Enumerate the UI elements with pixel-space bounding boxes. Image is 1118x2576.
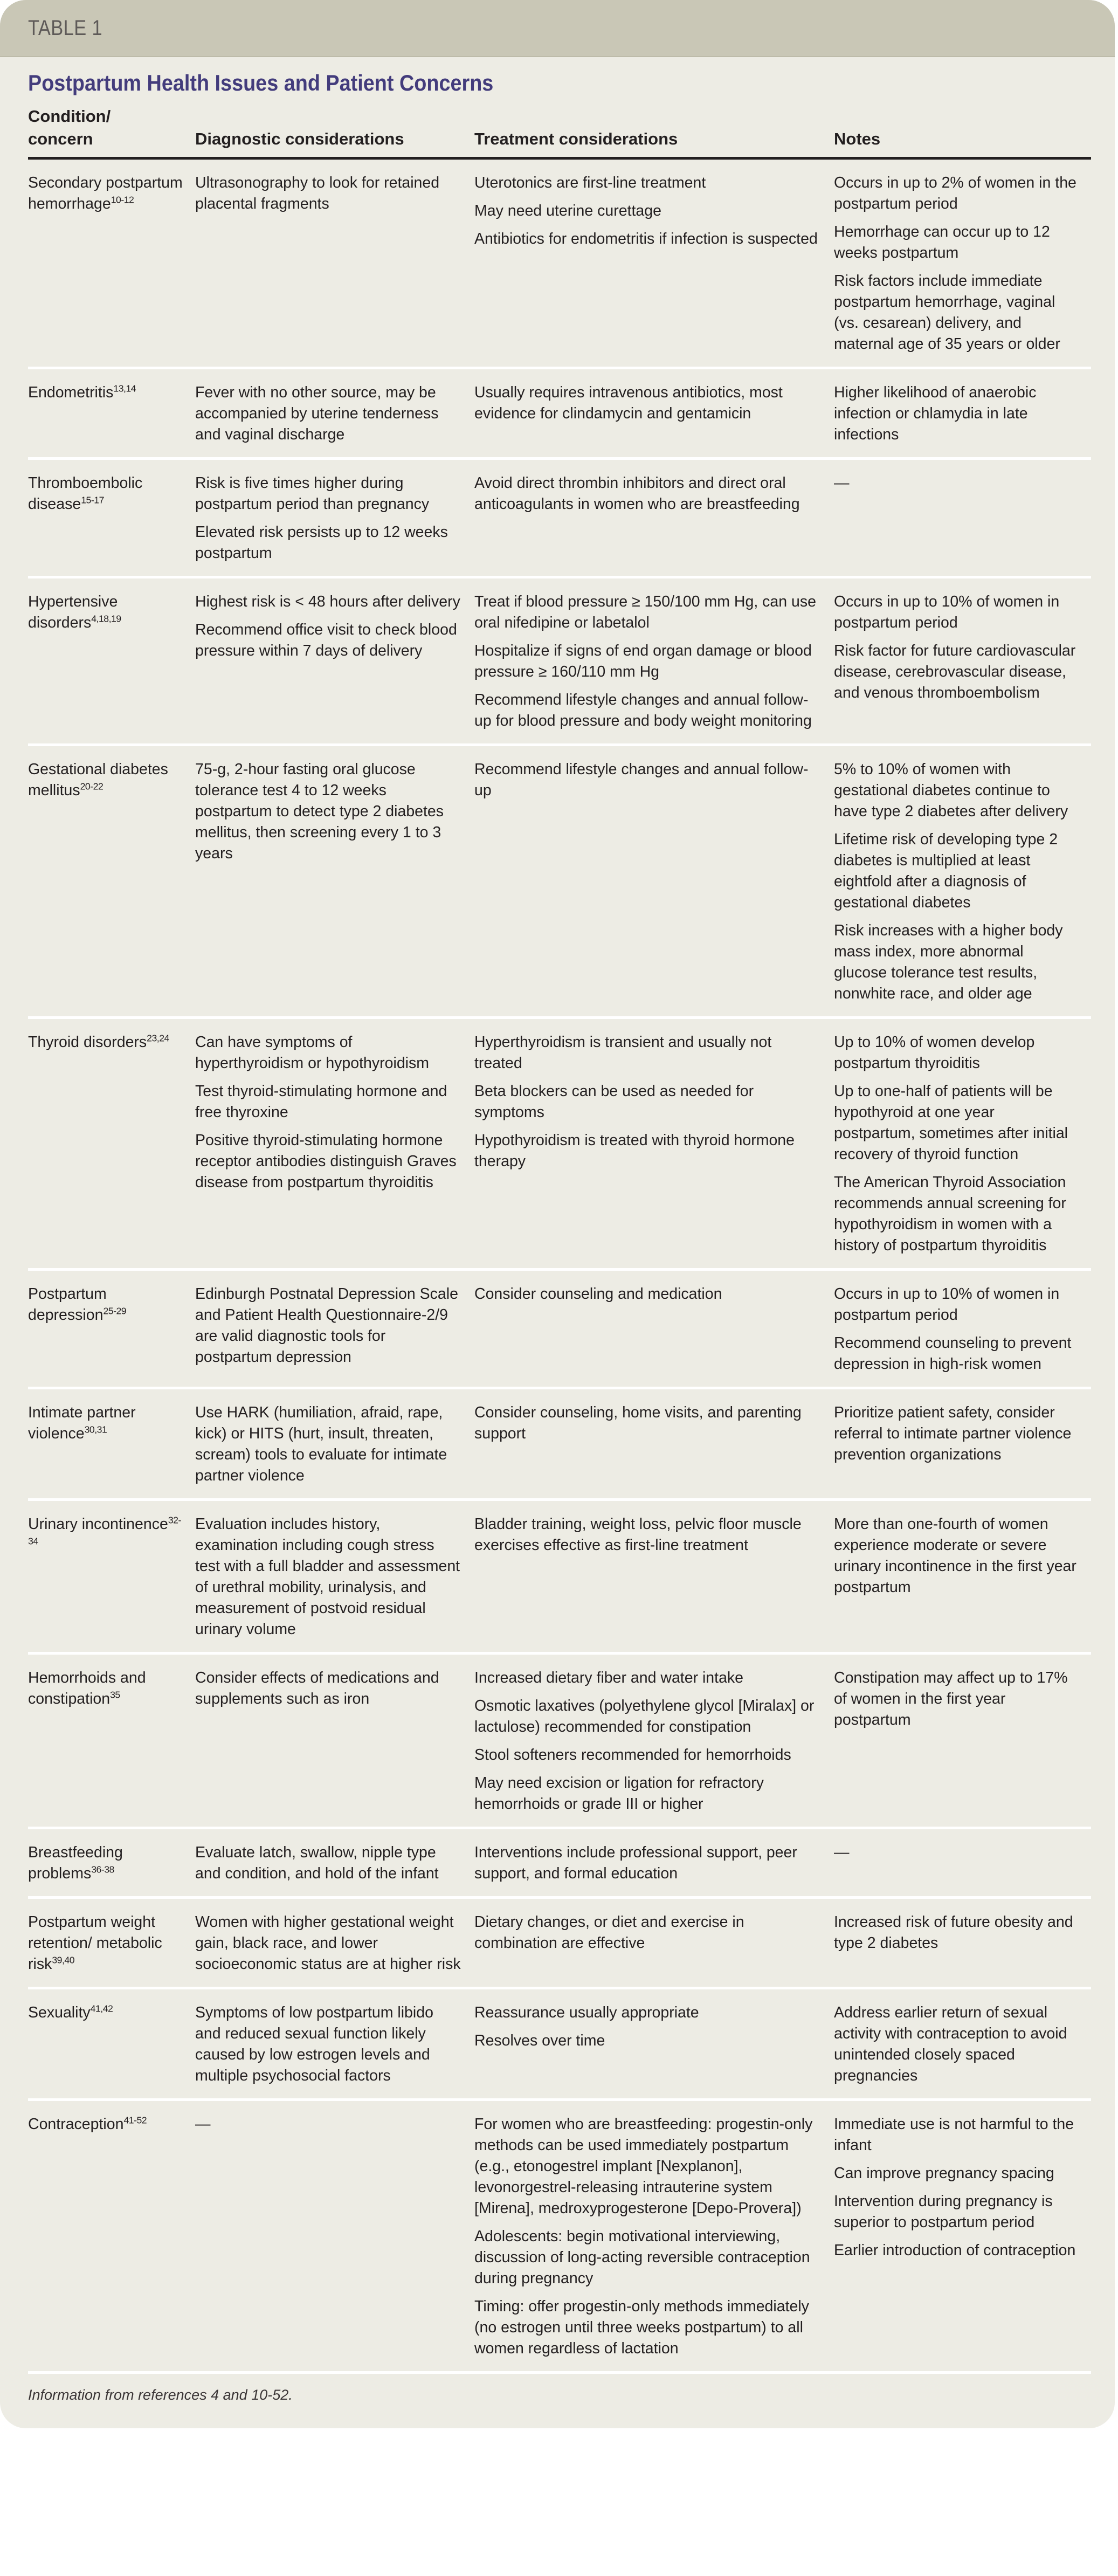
column-header-treatment: Treatment considerations bbox=[474, 105, 834, 159]
cell-diagnostic bbox=[195, 158, 474, 368]
cell-diagnostic bbox=[195, 1499, 474, 1653]
treatment-item: May need excision or ligation for refractory hemorrhoids or grade III or higher bbox=[474, 1774, 764, 1813]
table-row bbox=[28, 1017, 1091, 1269]
column-header-condition-text: Condition/ concern bbox=[28, 106, 111, 148]
notes-item: — bbox=[834, 1843, 850, 1861]
treatment-item: Hyperthyroidism is transient and usually not treated bbox=[474, 1033, 772, 1072]
diagnostic-item: — bbox=[195, 2115, 211, 2133]
cell-condition bbox=[28, 1388, 195, 1499]
notes-item: The American Thyroid Association recommends annual screening for hypothyroidism in women with a history of postpartum thyroiditis bbox=[834, 1173, 1066, 1254]
reference-superscript: 10-12 bbox=[111, 194, 134, 205]
condition-name: Postpartum weight retention/ metabolic risk bbox=[28, 1913, 162, 1973]
diagnostic-item: Women with higher gestational weight gain, black race, and lower socioeconomic status are at higher risk bbox=[195, 1913, 461, 1973]
cell-notes bbox=[834, 745, 1091, 1017]
reference-superscript: 25-29 bbox=[103, 1305, 127, 1316]
cell-notes bbox=[834, 1269, 1091, 1388]
cell-diagnostic bbox=[195, 1653, 474, 1828]
cell-treatment bbox=[474, 1828, 834, 1897]
table-body bbox=[28, 158, 1091, 2372]
reference-superscript: 23,24 bbox=[147, 1032, 169, 1043]
diagnostic-item: Can have symptoms of hyperthyroidism or hypothyroidism bbox=[195, 1033, 429, 1072]
column-header-notes: Notes bbox=[834, 105, 1091, 159]
treatment-item: Usually requires intravenous antibiotics, most evidence for clindamycin and gentamicin bbox=[474, 383, 783, 422]
table-row bbox=[28, 1828, 1091, 1897]
notes-item: Lifetime risk of developing type 2 diabetes is multiplied at least eightfold after a diagnosis of gestational diabetes bbox=[834, 830, 1058, 911]
cell-treatment bbox=[474, 577, 834, 745]
postpartum-table bbox=[28, 105, 1091, 2374]
cell-diagnostic bbox=[195, 1388, 474, 1499]
treatment-item: Antibiotics for endometritis if infection is suspected bbox=[474, 230, 818, 247]
diagnostic-item: Consider effects of medications and supplements such as iron bbox=[195, 1669, 439, 1707]
condition-name: Sexuality bbox=[28, 2003, 91, 2021]
cell-diagnostic bbox=[195, 1897, 474, 1988]
cell-treatment bbox=[474, 158, 834, 368]
reference-superscript: 4,18,19 bbox=[91, 613, 121, 624]
table-header-band bbox=[0, 0, 1115, 57]
treatment-item: Stool softeners recommended for hemorrhoids bbox=[474, 1746, 791, 1764]
treatment-item: May need uterine curettage bbox=[474, 202, 661, 219]
cell-condition bbox=[28, 368, 195, 458]
cell-diagnostic bbox=[195, 368, 474, 458]
table-row bbox=[28, 458, 1091, 577]
table-row bbox=[28, 158, 1091, 368]
treatment-item: Consider counseling and medication bbox=[474, 1285, 722, 1303]
header-row bbox=[28, 105, 1091, 159]
table-row bbox=[28, 1653, 1091, 1828]
diagnostic-item: 75-g, 2-hour fasting oral glucose tolerance test 4 to 12 weeks postpartum to detect type 2 diabetes mellitus, then screening every 1 to 3 years bbox=[195, 760, 444, 862]
condition-name: Intimate partner violence bbox=[28, 1403, 136, 1442]
cell-notes bbox=[834, 1828, 1091, 1897]
reference-superscript: 32-34 bbox=[28, 1514, 181, 1546]
cell-notes bbox=[834, 158, 1091, 368]
notes-item: Occurs in up to 2% of women in the postpartum period bbox=[834, 174, 1076, 212]
diagnostic-item: Fever with no other source, may be accompanied by uterine tenderness and vaginal discharge bbox=[195, 383, 439, 443]
cell-condition bbox=[28, 1653, 195, 1828]
cell-diagnostic bbox=[195, 458, 474, 577]
cell-condition bbox=[28, 1828, 195, 1897]
reference-superscript: 41-52 bbox=[123, 2114, 147, 2125]
notes-item: Prioritize patient safety, consider referral to intimate partner violence prevention organizations bbox=[834, 1403, 1072, 1463]
notes-item: Address earlier return of sexual activity with contraception to avoid unintended closely spaced pregnancies bbox=[834, 2003, 1067, 2084]
cell-diagnostic bbox=[195, 1828, 474, 1897]
notes-item: Occurs in up to 10% of women in postpartum period bbox=[834, 593, 1060, 631]
treatment-item: Interventions include professional support, peer support, and formal education bbox=[474, 1843, 797, 1882]
notes-item: Constipation may affect up to 17% of women in the first year postpartum bbox=[834, 1669, 1068, 1728]
table-row bbox=[28, 368, 1091, 458]
notes-item: Occurs in up to 10% of women in postpartum period bbox=[834, 1285, 1060, 1324]
treatment-item: Osmotic laxatives (polyethylene glycol [Miralax] or lactulose) recommended for constipation bbox=[474, 1697, 815, 1735]
diagnostic-item: Edinburgh Postnatal Depression Scale and Patient Health Questionnaire-2/9 are valid diagnostic tools for postpartum depression bbox=[195, 1285, 458, 1366]
cell-condition bbox=[28, 577, 195, 745]
reference-superscript: 36-38 bbox=[91, 1864, 114, 1875]
diagnostic-item: Evaluation includes history, examination including cough stress test with a full bladder and assessment of urethral mobility, urinalysis, and measurement of postvoid residual urinary volume bbox=[195, 1515, 460, 1638]
cell-condition bbox=[28, 1499, 195, 1653]
cell-diagnostic bbox=[195, 745, 474, 1017]
reference-superscript: 35 bbox=[110, 1689, 120, 1700]
cell-condition bbox=[28, 1897, 195, 1988]
diagnostic-item: Symptoms of low postpartum libido and reduced sexual function likely caused by low estrogen levels and multiple psychosocial factors bbox=[195, 2003, 433, 2084]
notes-item: Up to 10% of women develop postpartum thyroiditis bbox=[834, 1033, 1035, 1072]
reference-superscript: 13,14 bbox=[113, 383, 136, 394]
cell-treatment bbox=[474, 1017, 834, 1269]
cell-treatment bbox=[474, 1388, 834, 1499]
notes-item: — bbox=[834, 474, 850, 492]
diagnostic-item: Elevated risk persists up to 12 weeks postpartum bbox=[195, 523, 448, 562]
treatment-item: Beta blockers can be used as needed for symptoms bbox=[474, 1082, 754, 1121]
treatment-item: For women who are breastfeeding: progestin-only methods can be used immediately postpartum (e.g., etonogestrel implant [Nexplanon], levonorgestrel-releasing intrauterine system [Mirena], medroxyprogesterone [Depo-Provera]) bbox=[474, 2115, 813, 2217]
diagnostic-item: Use HARK (humiliation, afraid, rape, kick) or HITS (hurt, insult, threaten, scream) tools to evaluate for intimate partner violence bbox=[195, 1403, 447, 1484]
treatment-item: Dietary changes, or diet and exercise in combination are effective bbox=[474, 1913, 744, 1952]
cell-treatment bbox=[474, 368, 834, 458]
table-row bbox=[28, 1388, 1091, 1499]
table-footnote: Information from references 4 and 10-52. bbox=[28, 2386, 293, 2403]
cell-treatment bbox=[474, 745, 834, 1017]
notes-item: Risk factor for future cardiovascular disease, cerebrovascular disease, and venous thromboembolism bbox=[834, 642, 1076, 701]
cell-notes bbox=[834, 458, 1091, 577]
cell-treatment bbox=[474, 2099, 834, 2372]
treatment-item: Timing: offer progestin-only methods immediately (no estrogen until three weeks postpartum) to all women regardless of lactation bbox=[474, 2297, 809, 2357]
condition-name: Gestational diabetes mellitus bbox=[28, 760, 168, 799]
diagnostic-item: Evaluate latch, swallow, nipple type and condition, and hold of the infant bbox=[195, 1843, 439, 1882]
cell-treatment bbox=[474, 458, 834, 577]
cell-treatment bbox=[474, 1269, 834, 1388]
notes-item: Can improve pregnancy spacing bbox=[834, 2164, 1054, 2182]
condition-name: Secondary postpartum hemorrhage bbox=[28, 174, 183, 212]
notes-item: 5% to 10% of women with gestational diabetes continue to have type 2 diabetes after delivery bbox=[834, 760, 1068, 820]
notes-item: Up to one-half of patients will be hypothyroid at one year postpartum, sometimes after initial recovery of thyroid function bbox=[834, 1082, 1068, 1163]
cell-notes bbox=[834, 2099, 1091, 2372]
notes-item: Risk factors include immediate postpartum hemorrhage, vaginal (vs. cesarean) delivery, and maternal age of 35 years or older bbox=[834, 272, 1060, 353]
cell-notes bbox=[834, 1499, 1091, 1653]
reference-superscript: 15-17 bbox=[81, 494, 104, 505]
reference-superscript: 41,42 bbox=[90, 2003, 113, 2014]
notes-item: Increased risk of future obesity and type 2 diabetes bbox=[834, 1913, 1073, 1952]
table-row bbox=[28, 577, 1091, 745]
cell-condition bbox=[28, 2099, 195, 2372]
treatment-item: Treat if blood pressure ≥ 150/100 mm Hg, can use oral nifedipine or labetalol bbox=[474, 593, 816, 631]
cell-diagnostic bbox=[195, 577, 474, 745]
cell-condition bbox=[28, 1269, 195, 1388]
notes-item: More than one-fourth of women experience moderate or severe urinary incontinence in the first year postpartum bbox=[834, 1515, 1076, 1596]
treatment-item: Increased dietary fiber and water intake bbox=[474, 1669, 744, 1686]
column-header-condition bbox=[28, 105, 195, 159]
cell-notes bbox=[834, 1897, 1091, 1988]
diagnostic-item: Risk is five times higher during postpartum period than pregnancy bbox=[195, 474, 430, 513]
condition-name: Contraception bbox=[28, 2115, 124, 2133]
cell-treatment bbox=[474, 1897, 834, 1988]
table-head bbox=[28, 105, 1091, 159]
column-header-diagnostic: Diagnostic considerations bbox=[195, 105, 474, 159]
table-title: Postpartum Health Issues and Patient Concerns bbox=[28, 70, 494, 95]
notes-item: Immediate use is not harmful to the infant bbox=[834, 2115, 1074, 2154]
table-row bbox=[28, 1269, 1091, 1388]
reference-superscript: 20-22 bbox=[80, 781, 103, 791]
cell-condition bbox=[28, 458, 195, 577]
cell-treatment bbox=[474, 1988, 834, 2099]
cell-notes bbox=[834, 368, 1091, 458]
reference-superscript: 39,40 bbox=[52, 1954, 75, 1965]
notes-item: Risk increases with a higher body mass index, more abnormal glucose tolerance test results, nonwhite race, and older age bbox=[834, 921, 1063, 1002]
table-label: TABLE 1 bbox=[28, 16, 103, 40]
treatment-item: Recommend lifestyle changes and annual follow-up for blood pressure and body weight monitoring bbox=[474, 691, 812, 729]
cell-treatment bbox=[474, 1499, 834, 1653]
notes-item: Intervention during pregnancy is superior to postpartum period bbox=[834, 2192, 1053, 2231]
table-row bbox=[28, 2099, 1091, 2372]
cell-condition bbox=[28, 1988, 195, 2099]
table-content bbox=[0, 69, 1115, 2403]
diagnostic-item: Positive thyroid-stimulating hormone receptor antibodies distinguish Graves disease from postpartum thyroiditis bbox=[195, 1131, 457, 1191]
cell-notes bbox=[834, 1388, 1091, 1499]
condition-name: Thromboembolic disease bbox=[28, 474, 143, 513]
treatment-item: Consider counseling, home visits, and parenting support bbox=[474, 1403, 802, 1442]
cell-condition bbox=[28, 158, 195, 368]
diagnostic-item: Ultrasonography to look for retained placental fragments bbox=[195, 174, 440, 212]
treatment-item: Hypothyroidism is treated with thyroid hormone therapy bbox=[474, 1131, 795, 1170]
cell-diagnostic bbox=[195, 1017, 474, 1269]
condition-name: Thyroid disorders bbox=[28, 1033, 147, 1051]
reference-superscript: 30,31 bbox=[84, 1424, 107, 1435]
cell-notes bbox=[834, 577, 1091, 745]
cell-notes bbox=[834, 1988, 1091, 2099]
cell-treatment bbox=[474, 1653, 834, 1828]
condition-name: Hemorrhoids and constipation bbox=[28, 1669, 146, 1707]
diagnostic-item: Highest risk is < 48 hours after delivery bbox=[195, 593, 460, 610]
condition-name: Postpartum depression bbox=[28, 1285, 107, 1324]
treatment-item: Resolves over time bbox=[474, 2031, 605, 2049]
diagnostic-item: Recommend office visit to check blood pressure within 7 days of delivery bbox=[195, 621, 457, 659]
cell-condition bbox=[28, 745, 195, 1017]
treatment-item: Reassurance usually appropriate bbox=[474, 2003, 699, 2021]
table-row bbox=[28, 1499, 1091, 1653]
notes-item: Higher likelihood of anaerobic infection or chlamydia in late infections bbox=[834, 383, 1037, 443]
notes-item: Recommend counseling to prevent depression in high-risk women bbox=[834, 1334, 1072, 1373]
condition-name: Hypertensive disorders bbox=[28, 593, 118, 631]
treatment-item: Bladder training, weight loss, pelvic floor muscle exercises effective as first-line treatment bbox=[474, 1515, 802, 1554]
treatment-item: Avoid direct thrombin inhibitors and direct oral anticoagulants in women who are breastfeeding bbox=[474, 474, 800, 513]
cell-diagnostic bbox=[195, 1988, 474, 2099]
table-row bbox=[28, 745, 1091, 1017]
cell-diagnostic bbox=[195, 1269, 474, 1388]
condition-name: Endometritis bbox=[28, 383, 114, 401]
cell-diagnostic bbox=[195, 2099, 474, 2372]
treatment-item: Uterotonics are first-line treatment bbox=[474, 174, 706, 191]
table-row bbox=[28, 1897, 1091, 1988]
treatment-item: Adolescents: begin motivational interviewing, discussion of long-acting reversible contraception during pregnancy bbox=[474, 2227, 810, 2287]
cell-condition bbox=[28, 1017, 195, 1269]
cell-notes bbox=[834, 1653, 1091, 1828]
treatment-item: Recommend lifestyle changes and annual follow-up bbox=[474, 760, 809, 799]
notes-item: Hemorrhage can occur up to 12 weeks postpartum bbox=[834, 223, 1050, 261]
condition-name: Breastfeeding problems bbox=[28, 1843, 123, 1882]
table-row bbox=[28, 1988, 1091, 2099]
notes-item: Earlier introduction of contraception bbox=[834, 2241, 1076, 2259]
condition-name: Urinary incontinence bbox=[28, 1515, 168, 1533]
cell-notes bbox=[834, 1017, 1091, 1269]
treatment-item: Hospitalize if signs of end organ damage or blood pressure ≥ 160/110 mm Hg bbox=[474, 642, 812, 680]
diagnostic-item: Test thyroid-stimulating hormone and free thyroxine bbox=[195, 1082, 447, 1121]
